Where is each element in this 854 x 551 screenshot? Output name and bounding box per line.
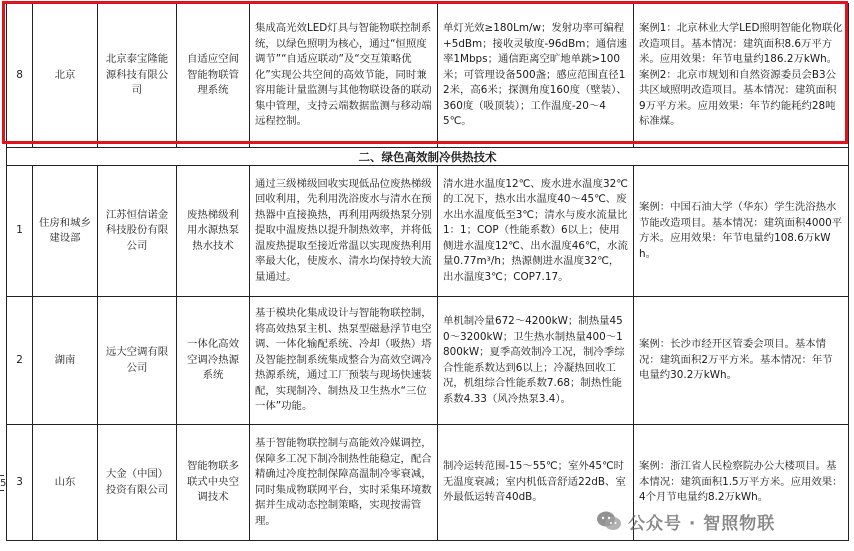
row-number: 3	[7, 425, 33, 541]
page-number: 5	[0, 478, 7, 489]
watermark	[596, 508, 775, 534]
application-cases: 案例1：北京林业大学LED照明智能化物联化改造项目。基本情况：建筑面积8.6万平方米。应用效果：年节电量约186.2万kWh。 案例2：北京市规划和自然资源委员会B3公共区域照明改造项目。基本情况：建筑面积9万平方米。应用效果：年节约能耗约28吨标准煤。	[634, 4, 849, 148]
company-name: 江苏恒信诺金科技股份有限公司	[98, 166, 177, 297]
company-name: 北京泰宝隆能源科技有限公司	[98, 4, 177, 148]
technology-description: 通过三级梯级回收实现低品位废热梯级回收利用，先利用洗浴废水与清水在预热器中直接换热，再利用两级热泵分别提取中温废热以提升制热效率，并将低温废热提取至接近常温以实现废热利用率最大化，使废水、清水均保持较大流量通过。	[250, 166, 438, 297]
row-number: 2	[7, 297, 33, 425]
wechat-icon	[596, 510, 622, 532]
application-cases: 案例：长沙市经开区管委会项目。基本情况：建筑面积2万平方米。基本情况：年节电量约30.2万kWh。	[634, 297, 849, 425]
technical-parameters: 制冷运转范围-15～55℃；室外45℃时无温度衰减；室内机低音舒适22dB、室外最低运转音40dB。	[438, 425, 634, 541]
page-number-rule-top	[0, 475, 4, 476]
page-number-mark	[0, 474, 5, 544]
table-row	[7, 297, 849, 425]
technology-name: 智能物联多联式中央空调技术	[177, 425, 250, 541]
table-row	[7, 4, 849, 148]
page-number-rule-bottom	[0, 490, 4, 491]
recommending-region: 北京	[33, 4, 98, 148]
section-title: 二、绿色高效制冷供热技术	[7, 148, 849, 166]
technology-name: 废热梯级利用水源热泵热水技术	[177, 166, 250, 297]
technical-parameters: 清水进水温度12℃、废水进水温度32℃的工况下，热水出水温度40～45℃、废水出水温度低至3℃；清水与废水流量比1：1；COP（性能系数）6以上；使用侧进水温度12℃、出水温度46℃，水流量0.77m³/h；热源侧进水温度32℃，出水温度3℃；COP7.17。	[438, 166, 634, 297]
technology-description: 集成高光效LED灯具与智能物联控制系统，以绿色照明为核心，通过“恒照度调节”“自适应联动”及“交互策略优化”实现公共空间的高效节能，同时兼容用能计量监测与其他物联设备的联动集中管理，支持云端数据监测与移动端远程控制。	[250, 4, 438, 148]
technology-name: 一体化高效空调冷热源系统	[177, 297, 250, 425]
table-row	[7, 166, 849, 297]
section-header-row	[7, 148, 849, 166]
company-name: 远大空调有限公司	[98, 297, 177, 425]
application-cases: 案例：中国石油大学（华东）学生洗浴热水节能改造项目。基本情况：建筑面积4000平方米。应用效果：年节电量约108.6万kWh。	[634, 166, 849, 297]
application-cases: 案例：浙江省人民检察院办公大楼项目。基本情况：建筑面积1.5万平方米。应用效果：4个月节电量约8.2万kWh。	[634, 425, 849, 541]
technical-parameters: 单机制冷量672～4200kW；制热量450～3200kW；卫生热水制热量400～1800kW；夏季高效制冷工况，制冷季综合性能系数达到6以上；冷凝热回收工况，机组综合性能系数7.68；制热性能系数4.33（风冷热泵3.4）。	[438, 297, 634, 425]
technology-description: 基于模块化集成设计与智能物联控制，将高效热泵主机、热泵型磁悬浮节电空调、一体化输配系统、冷却（吸热）塔及智能控制系统集成整合为高效空调冷热源系统，通过工厂预装与现场快速装配，实现制冷、制热及卫生热水“三位一体”功能。	[250, 297, 438, 425]
technical-parameters: 单灯光效≥180Lm/w；发射功率可编程+5dBm；接收灵敏度-96dBm；通信速率1Mbps；通信距离空旷地单跳>100米；可管理设备500盏；感应范围直径12米，高6米；探测角度160度（壁装）、360度（吸顶装）；工作温度-20～45℃。	[438, 4, 634, 148]
row-number: 8	[7, 4, 33, 148]
row-number: 1	[7, 166, 33, 297]
recommending-region: 湖南	[33, 297, 98, 425]
watermark-text: 公众号 · 智照物联	[628, 513, 776, 534]
technology-description: 基于智能物联控制与高能效冷媒调控，保障多工况下制冷制热性能稳定，配合精确过冷度控制保障高温制冷零衰减，同时集成物联网平台，实时采集环境数据并生成动态控制策略，实现按需管理。	[250, 425, 438, 541]
company-name: 大金（中国）投资有限公司	[98, 425, 177, 541]
recommending-region: 山东	[33, 425, 98, 541]
technology-table	[6, 3, 849, 541]
technology-name: 自适应空间智能物联管理系统	[177, 4, 250, 148]
recommending-region: 住房和城乡建设部	[33, 166, 98, 297]
